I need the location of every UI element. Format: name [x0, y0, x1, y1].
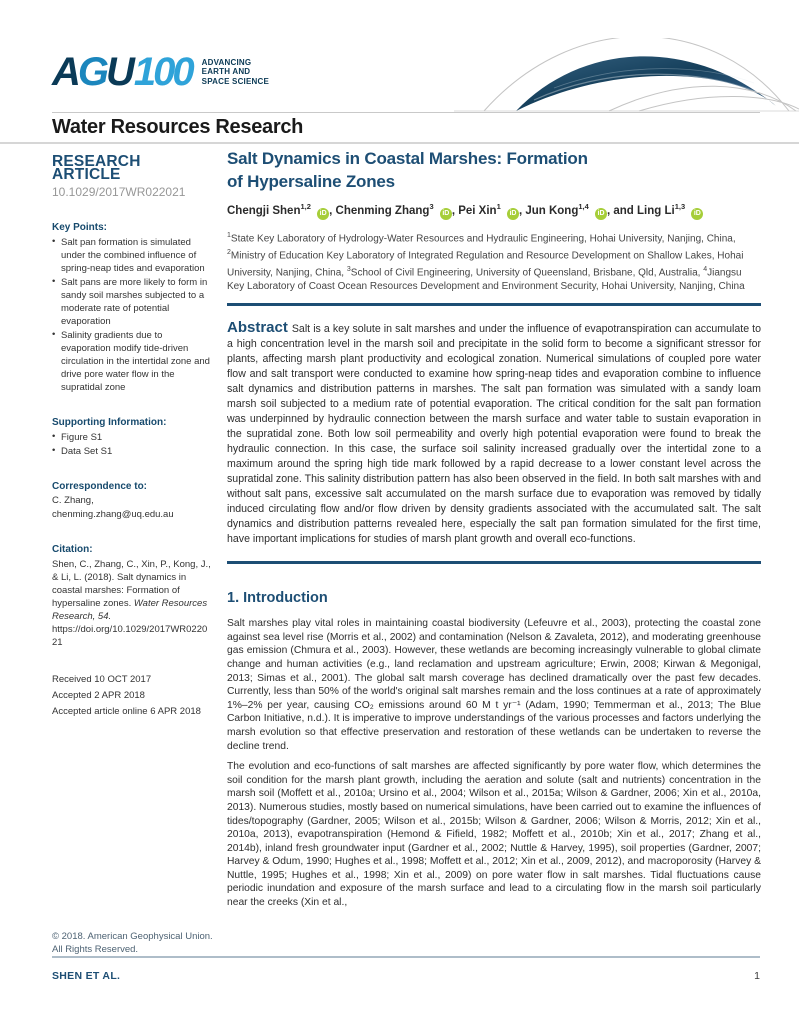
key-point-item: • Salinity gradients due to evaporation modify tide-driven circulation in the intertidal zone and drive pore water flow in the supratidal zone — [52, 329, 212, 394]
footer-divider — [52, 956, 760, 958]
article-title-line: of Hypersaline Zones — [227, 171, 395, 191]
author-name: Jun Kong — [525, 204, 579, 217]
author-affiliation-sup: 1,4 — [578, 202, 589, 211]
citation-heading: Citation: — [52, 544, 93, 555]
orcid-icon[interactable]: iD — [440, 208, 452, 220]
correspondence-heading: Correspondence to: — [52, 481, 148, 492]
affiliation-number: 2 — [227, 248, 231, 256]
section-rule — [227, 303, 761, 306]
correspondence-name: C. Zhang, — [52, 495, 94, 506]
copyright-line: © 2018. American Geophysical Union. — [52, 931, 213, 942]
supporting-info-link[interactable]: • Figure S1 — [52, 431, 212, 444]
key-points-list — [52, 236, 212, 394]
citation-journal-italic: Water Resources Research, 54. — [52, 598, 208, 622]
agu-tagline-line: ADVANCING — [201, 57, 252, 67]
author — [525, 202, 607, 217]
author-name: Chengji Shen — [227, 204, 301, 217]
author-list: Chengji Shen$^{1,2}$ iD , Chenming Zhang$^3$ iD , Pei Xin$^1$ iD , Jun Kong$^{1,4}$ iD , and Ling Li$^{1,3}$ iD — [227, 202, 761, 220]
orcid-icon[interactable]: iD — [691, 208, 703, 220]
key-point-item: • Salt pans are more likely to form in sandy soil marshes subjected to a moderate rate of potential evaporation — [52, 276, 212, 328]
affiliation-text: Jiangsu Key Laboratory of Coast Ocean Resources Development and Environment Security, Hohai University, Nanjing, China — [227, 267, 745, 292]
affiliations — [227, 229, 761, 293]
agu-tagline-line: SPACE SCIENCE — [201, 76, 270, 86]
copyright-line: All Rights Reserved. — [52, 944, 139, 955]
affiliation-number: 3 — [346, 265, 351, 273]
key-points-heading: Key Points: — [52, 222, 108, 233]
author-affiliation-sup: 1,2 — [300, 202, 311, 211]
agu-tagline-line: EARTH AND — [201, 67, 251, 77]
author — [227, 202, 329, 217]
author-name: and Ling Li — [613, 204, 675, 217]
left-sidebar — [52, 155, 212, 718]
citation-text — [52, 558, 212, 649]
introduction-heading: 1. Introduction — [227, 590, 328, 607]
correspondence-email[interactable]: chenming.zhang@uq.edu.au — [52, 509, 174, 520]
copyright-notice — [52, 930, 222, 956]
agu-logo-wordmark — [52, 52, 192, 92]
header-divider-bottom — [0, 142, 799, 144]
orcid-icon[interactable]: iD — [317, 208, 329, 220]
author-name: Chenming Zhang — [335, 204, 430, 217]
journal-title: Water Resources Research — [52, 116, 304, 138]
article-title-line: Salt Dynamics in Coastal Marshes: Formation — [227, 149, 588, 168]
affiliation-number: 4 — [703, 265, 708, 273]
agu-logo — [52, 52, 269, 92]
article-date-line: Accepted article online 6 APR 2018 — [52, 706, 201, 717]
orcid-icon[interactable]: iD — [507, 208, 519, 220]
introduction-paragraph: The evolution and eco-functions of salt marshes are affected significantly by pore water flow, which determines the soil condition for the marsh plant growth, including the aeration and solute (salt and nutrients) concentration in the marsh soil (Moffett et al., 2010a; Ursino et al., 2004; Wilson et al., 2015a; Wilson & Gardner, 2006; Xin et al., 2010a, 2013). Numerous studies, mostly based on numerical simulations, have been carried out to examine the influences of tides/topography (Gardner, 2005; Wilson et al., 2015b; Wilson & Gardner, 2006; Wilson & Morris, 2012; Xin et al., 2010a, 2013), evapotranspiration (Hemond & Fifield, 1982; Moffett et al., 2010b; Xin et al., 2017; Zhang et al., 2014b), inland fresh groundwater input (Gardner et al., 2002; Nuttle & Harvey, 1995), soil properties (Gardner, 2007; Harvey & Odum, 1990; Hughes et al., 1998; Moffett et al., 2012; Xin et al., 2009, 2012), and macroporosity (Harvey & Nuttle, 1995; Hughes et al., 1998; Xin et al., 2009) on pore water flow in salt marshes. Tidal fluctuations cause periodic inundation and exposure of the marsh surface and lead to a circulating flow in the marsh soil particularly near the creeks (Xin et al., — [227, 761, 761, 909]
article-dates — [52, 673, 212, 718]
agu-logo-agu-text: AGU — [52, 50, 132, 94]
supporting-info-heading: Supporting Information: — [52, 417, 167, 428]
header-divider-top — [52, 112, 760, 113]
author — [613, 202, 703, 217]
author — [335, 202, 452, 217]
main-column — [227, 148, 761, 954]
abstract-heading: Abstract — [227, 319, 288, 337]
author — [458, 202, 519, 217]
supporting-info-link[interactable]: • Data Set S1 — [52, 445, 212, 458]
key-point-item: • Salt pan formation is simulated under the combined influence of spring-neap tides and evaporation — [52, 236, 212, 275]
introduction-paragraph: Salt marshes play vital roles in maintaining coastal biodiversity (Lefeuvre et al., 2003), protecting the coastal zone against sea level rise (Morris et al., 2002) and contamination (Nelson & Zavaleta, 2012), and moderating greenhouse gas emission (Chmura et al., 2003). However, these wetlands are becoming increasingly vulnerable to global climate change and human activities (e.g., land reclamation and upstream agriculture; Erwin, 2008; Kirwan & Megonigal, 2013; Simas et al., 2001). The global salt marsh coverage has declined dramatically over the past few decades. Currently, less than 50% of the world's original salt marshes remain and the loss continues at a rate of approximately 1%–2% per year, causing CO₂ emissions around 60 M t yr⁻¹ (Adam, 1990; Temmerman et al., 2013; The Blue Carbon Initiative, n.d.). It is imperative to improve understandings of the various processes and factors underlying the marsh evolution so that effective preservation and restoration of these wetlands can be undertaken to reverse the decline trend. — [227, 618, 761, 752]
citation-doi-link[interactable]: https://doi.org/10.1029/2017WR022021 — [52, 624, 208, 648]
affiliation-text: School of Civil Engineering, University of Queensland, Brisbane, Qld, Australia, — [350, 267, 704, 278]
affiliation-text: State Key Laboratory of Hydrology-Water Resources and Hydraulic Engineering, Hohai University, Nanjing, China, — [230, 233, 736, 245]
orcid-icon[interactable]: iD — [595, 208, 607, 220]
author-name: Pei Xin — [458, 204, 497, 217]
article-title — [227, 148, 761, 193]
affiliation-number: 1 — [227, 231, 231, 239]
article-date-line: Accepted 2 APR 2018 — [52, 690, 145, 701]
doi-text[interactable]: 10.1029/2017WR022021 — [52, 185, 186, 199]
abstract-text: Salt is a key solute in salt marshes and under the influence of evapotranspiration can accumulate to a high concentration level in the marsh soil and precipitate in the solid form to become a significant stressor for plants, affecting marsh plant productivity and ecological zonation. Numerical simulations of coupled pore water flow and salt transport were conducted to examine how spring-neap tides and evaporation combine to influence salt dynamics and distribution patterns in marshes. The salt pan formation was simulated with a sandy loam marsh soil subjected to a medium rate of potential evaporation. The critical condition for the salt pan formation was underpinned by hydraulic connection between the marsh surface and water table to sustain evaporation in the supratidal zone. Both low soil permeability and overly high potential evaporation were found to break the hydraulic connection. In this case, the surface soil salinity increased gradually over the intertidal zone to a maximum around the spring high tide mark followed by a rapid decrease to a lower constant level across the supratidal zone. This salinity distribution pattern has also been observed in the field. In both salt marshes with and without salt pans, excessive salt accumulated on the marsh surface due to evaporation was removed by tidally induced circulating flow and/or flow driven by density gradients associated with the accumulated salt. The salt dynamics and distribution patterns revealed here, especially the salt pan formation simulated for the first time, have important implications for studies of marsh plant growth and overall eco-functions. — [227, 323, 761, 546]
article-type-label: RESEARCH ARTICLE — [52, 153, 141, 183]
article-date-line: Received 10 OCT 2017 — [52, 674, 152, 685]
page-number: 1 — [754, 970, 760, 982]
ocean-wave-swoosh-graphic — [454, 38, 799, 113]
author-affiliation-sup: 1 — [496, 202, 501, 211]
author-affiliation-sup: 3 — [429, 202, 434, 211]
citation-text-part: Shen, C., Zhang, C., Xin, P., Kong, J., & Li, L. (2018). Salt dynamics in coastal marshes: Formation of hypersaline zones. — [52, 559, 211, 609]
author-affiliation-sup: 1,3 — [674, 202, 686, 211]
abstract — [227, 320, 761, 547]
agu-tagline — [202, 58, 269, 87]
agu-logo-100-text: 100 — [133, 50, 192, 94]
section-rule — [227, 561, 761, 564]
supporting-info-list — [52, 431, 212, 458]
running-head-authors: SHEN ET AL. — [52, 970, 121, 982]
affiliation-text: Ministry of Education Key Laboratory of Integrated Regulation and Resource Development on Shallow Lakes, Hohai University, Nanjing, China, — [227, 250, 744, 278]
